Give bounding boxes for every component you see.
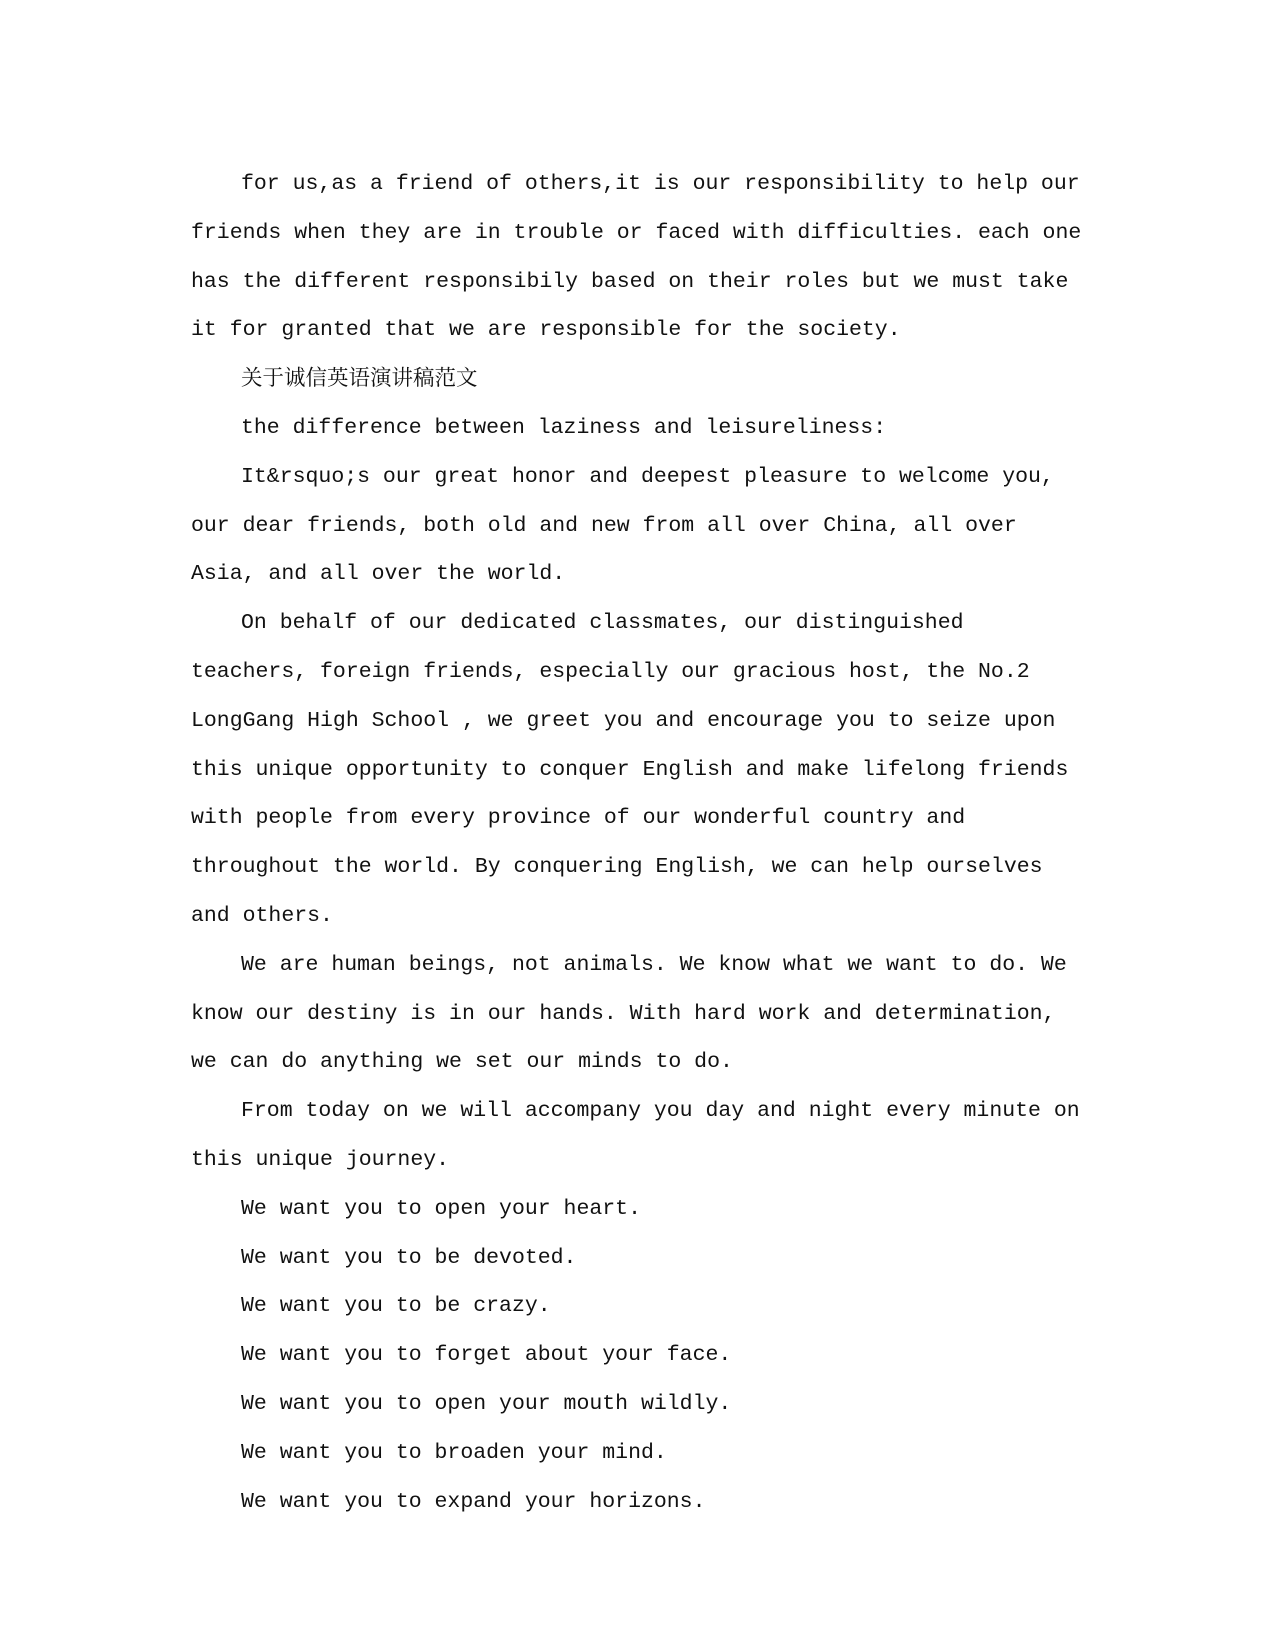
paragraph-devoted: We want you to be devoted.: [241, 1245, 577, 1270]
heading-chinese-title: 关于诚信英语演讲稿范文: [241, 366, 478, 392]
paragraph-behalf: On behalf of our dedicated classmates, our distinguished teachers, foreign friends, especially our gracious host, the No.2 LongGang High School , we greet you and encourage you to seize upon this unique opportunity to conquer English and make lifelong friends with people from every province of our wonderful country and throughout the world. By conquering English, we can help ourselves and others.: [191, 611, 1069, 928]
document-body: [191, 160, 1091, 1526]
paragraph-expand-horizons: We want you to expand your horizons.: [241, 1489, 706, 1514]
paragraph-broaden-mind: We want you to broaden your mind.: [241, 1440, 667, 1465]
paragraph-welcome: It&rsquo;s our great honor and deepest pleasure to welcome you, our dear friends, both old and new from all over China, all over Asia, and all over the world.: [191, 464, 1054, 587]
paragraph-forget-face: We want you to forget about your face.: [241, 1343, 732, 1368]
paragraph-open-heart: We want you to open your heart.: [241, 1196, 641, 1221]
paragraph-open-mouth: We want you to open your mouth wildly.: [241, 1391, 732, 1416]
paragraph-from-today: From today on we will accompany you day and night every minute on this unique journey.: [191, 1099, 1080, 1172]
paragraph-responsibility: for us,as a friend of others,it is our responsibility to help our friends when they are in trouble or faced with difficulties. each one has the different responsibily based on their roles but we must take it for granted that we are responsible for the society.: [191, 172, 1082, 343]
paragraph-laziness-leisureliness: the difference between laziness and leisureliness:: [241, 415, 887, 440]
paragraph-human-beings: We are human beings, not animals. We know what we want to do. We know our destiny is in our hands. With hard work and determination, we can do anything we set our minds to do.: [191, 952, 1067, 1075]
paragraph-crazy: We want you to be crazy.: [241, 1294, 551, 1319]
